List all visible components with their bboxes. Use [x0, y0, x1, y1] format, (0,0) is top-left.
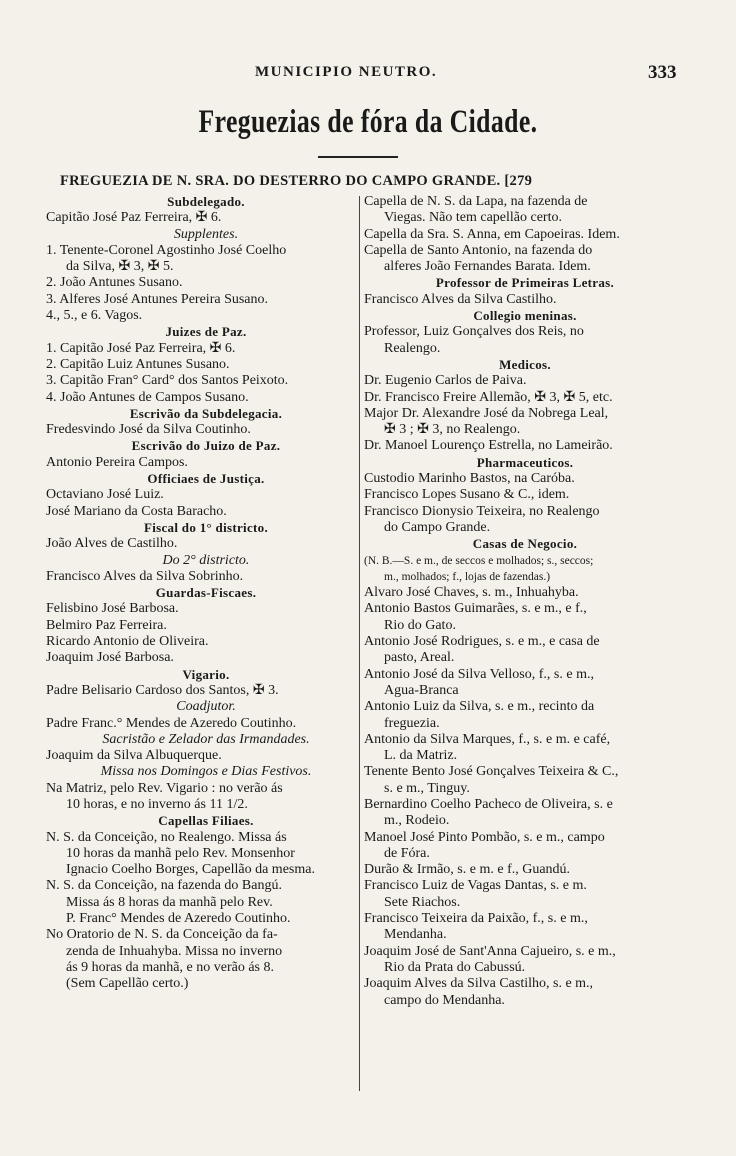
- left-subheading: Capellas Filiaes.: [158, 813, 254, 829]
- right-line: alferes João Fernandes Barata. Idem.: [384, 259, 591, 275]
- left-line: 2. Capitão Luiz Antunes Susano.: [46, 356, 230, 372]
- left-line: Octaviano José Luiz.: [46, 487, 164, 503]
- left-line: Padre Belisario Cardoso dos Santos, ✠ 3.: [46, 682, 279, 698]
- left-subheading: Escrivão do Juizo de Paz.: [131, 438, 281, 454]
- left-line: Sacristão e Zelador das Irmandades.: [102, 731, 310, 747]
- right-subheading: Casas de Negocio.: [472, 536, 578, 552]
- left-line: No Oratorio de N. S. da Conceição da fa-: [46, 927, 278, 943]
- left-line: N. S. da Conceição, no Realengo. Missa ás: [46, 829, 287, 845]
- right-line: Rio do Gato.: [384, 617, 456, 633]
- left-line: João Alves de Castilho.: [46, 536, 178, 552]
- page-number: 333: [648, 62, 677, 83]
- right-line: Antonio Bastos Guimarães, s. e m., e f.,: [364, 601, 587, 617]
- left-line: Missa ás 8 horas da manhã pelo Rev.: [66, 894, 273, 910]
- right-line: Agua-Branca: [384, 682, 459, 698]
- right-line: L. da Matriz.: [384, 748, 458, 764]
- right-line: Joaquim Alves da Silva Castilho, s. e m.,: [364, 976, 594, 992]
- left-subheading: Vigario.: [182, 666, 230, 682]
- left-line: Joaquim José Barbosa.: [46, 650, 174, 666]
- left-subheading: Escrivão da Subdelegacia.: [129, 405, 283, 421]
- right-subheading: Medicos.: [499, 356, 551, 372]
- right-line: s. e m., Tinguy.: [384, 780, 470, 796]
- left-line: Ignacio Coelho Borges, Capellão da mesma.: [66, 862, 315, 878]
- right-subheading: Pharmaceuticos.: [476, 454, 574, 470]
- right-line: m., Rodeio.: [384, 813, 450, 829]
- left-line: 10 horas, e no inverno ás 11 1/2.: [66, 796, 248, 812]
- left-line: (Sem Capellão certo.): [66, 976, 189, 992]
- right-line: Antonio Luiz da Silva, s. e m., recinto da: [364, 699, 595, 715]
- right-line: Mendanha.: [384, 927, 447, 943]
- left-line: Felisbino José Barbosa.: [46, 601, 179, 617]
- right-line: Capella da Sra. S. Anna, em Capoeiras. Idem.: [364, 226, 620, 242]
- left-line: da Silva, ✠ 3, ✠ 5.: [66, 259, 174, 275]
- right-line: (N. B.—S. e m., de seccos e molhados; s., seccos;: [364, 554, 594, 567]
- right-line: Custodio Marinho Bastos, na Caróba.: [364, 471, 575, 487]
- right-line: Capella de N. S. da Lapa, na fazenda de: [364, 194, 588, 209]
- left-subheading: Officiaes de Justiça.: [147, 471, 265, 487]
- right-line: Dr. Eugenio Carlos de Paiva.: [364, 373, 527, 389]
- right-line: do Campo Grande.: [384, 519, 491, 535]
- running-title: MUNICIPIO NEUTRO.: [255, 64, 438, 80]
- left-line: Ricardo Antonio de Oliveira.: [46, 634, 209, 650]
- right-line: Manoel José Pinto Pombão, s. e m., campo: [364, 829, 605, 845]
- left-line: Do 2° districto.: [162, 552, 250, 568]
- right-line: Sete Riachos.: [384, 894, 461, 910]
- left-subheading: Juizes de Paz.: [165, 324, 247, 340]
- right-line: Dr. Francisco Freire Allemão, ✠ 3, ✠ 5, etc.: [364, 389, 613, 405]
- right-line: Rio da Prata do Cabussú.: [384, 959, 526, 975]
- left-line: Belmiro Paz Ferreira.: [46, 617, 167, 633]
- left-line: Missa nos Domingos e Dias Festivos.: [100, 764, 312, 780]
- right-line: Francisco Alves da Silva Castilho.: [364, 291, 557, 307]
- right-line: Realengo.: [384, 340, 441, 356]
- right-line: Dr. Manoel Lourenço Estrella, no Lameirão.: [364, 438, 613, 454]
- right-line: campo do Mendanha.: [384, 992, 505, 1008]
- left-line: 4., 5., e 6. Vagos.: [46, 308, 143, 324]
- left-line: Coadjutor.: [176, 699, 236, 715]
- right-line: Durão & Irmão, s. e m. e f., Guandú.: [364, 862, 571, 878]
- left-line: Antonio Pereira Campos.: [46, 454, 188, 470]
- left-subheading: Fiscal do 1° districto.: [143, 519, 269, 535]
- left-line: Joaquim da Silva Albuquerque.: [46, 748, 222, 764]
- right-line: Antonio José da Silva Velloso, f., s. e m.,: [364, 666, 594, 682]
- right-line: ✠ 3 ; ✠ 3, no Realengo.: [384, 422, 521, 438]
- left-line: 10 horas da manhã pelo Rev. Monsenhor: [66, 845, 295, 861]
- right-line: freguezia.: [384, 715, 440, 731]
- right-line: Viegas. Não tem capellão certo.: [384, 210, 562, 226]
- left-line: 3. Capitão Fran° Card° dos Santos Peixoto.: [46, 373, 289, 389]
- left-line: 1. Capitão José Paz Ferreira, ✠ 6.: [46, 340, 236, 356]
- left-line: N. S. da Conceição, na fazenda do Bangú.: [46, 878, 282, 894]
- right-line: Antonio José Rodrigues, s. e m., e casa de: [364, 634, 600, 650]
- left-subheading: Guardas-Fiscaes.: [155, 585, 257, 601]
- right-column: [364, 194, 686, 1009]
- left-column: [46, 194, 366, 993]
- left-line: 3. Alferes José Antunes Pereira Susano.: [46, 291, 269, 307]
- right-line: Alvaro José Chaves, s. m., Inhuahyba.: [364, 585, 579, 601]
- right-line: Professor, Luiz Gonçalves dos Reis, no: [364, 324, 584, 340]
- left-line: Na Matriz, pelo Rev. Vigario : no verão ás: [46, 780, 283, 796]
- left-line: ás 9 horas da manhã, e no verão ás 8.: [66, 959, 274, 975]
- right-line: Francisco Lopes Susano & C., idem.: [364, 487, 570, 503]
- left-line: 4. João Antunes de Campos Susano.: [46, 389, 249, 405]
- left-line: Francisco Alves da Silva Sobrinho.: [46, 568, 244, 584]
- page-title: Freguezias de fóra da Cidade.: [198, 104, 538, 140]
- left-line: Fredesvindo José da Silva Coutinho.: [46, 422, 251, 438]
- right-subheading: Collegio meninas.: [473, 308, 577, 324]
- right-line: Antonio da Silva Marques, f., s. e m. e café,: [364, 731, 611, 747]
- right-line: m., molhados; f., lojas de fazendas.): [384, 570, 551, 583]
- right-subheading: Professor de Primeiras Letras.: [435, 275, 615, 291]
- left-line: José Mariano da Costa Baracho.: [46, 503, 227, 519]
- right-line: Francisco Dionysio Teixeira, no Realengo: [364, 503, 600, 519]
- right-line: Major Dr. Alexandre José da Nobrega Leal,: [364, 405, 609, 421]
- page-header: [0, 64, 736, 88]
- right-line: de Fóra.: [384, 845, 430, 861]
- column-divider: [359, 196, 360, 1091]
- left-line: P. Franc° Mendes de Azeredo Coutinho.: [66, 911, 291, 927]
- section-heading: FREGUEZIA DE N. SRA. DO DESTERRO DO CAMPO GRANDE. [279: [60, 173, 533, 189]
- left-line: 1. Tenente-Coronel Agostinho José Coelho: [46, 242, 287, 258]
- title-rule: [318, 156, 398, 158]
- right-line: Francisco Teixeira da Paixão, f., s. e m.,: [364, 911, 588, 927]
- right-line: Tenente Bento José Gonçalves Teixeira & C.,: [364, 764, 619, 780]
- left-line: Padre Franc.° Mendes de Azeredo Coutinho.: [46, 715, 297, 731]
- left-subheading: Subdelegado.: [167, 194, 245, 209]
- left-line: Supplentes.: [173, 226, 239, 242]
- right-line: Francisco Luiz de Vagas Dantas, s. e m.: [364, 878, 587, 894]
- right-line: Bernardino Coelho Pacheco de Oliveira, s. e: [364, 796, 613, 812]
- right-line: Joaquim José de Sant'Anna Cajueiro, s. e m.,: [364, 943, 616, 959]
- left-line: 2. João Antunes Susano.: [46, 275, 183, 291]
- right-line: pasto, Areal.: [384, 650, 455, 666]
- left-line: Capitão José Paz Ferreira, ✠ 6.: [46, 210, 222, 226]
- left-line: zenda de Inhuahyba. Missa no inverno: [66, 943, 283, 959]
- right-line: Capella de Santo Antonio, na fazenda do: [364, 242, 593, 258]
